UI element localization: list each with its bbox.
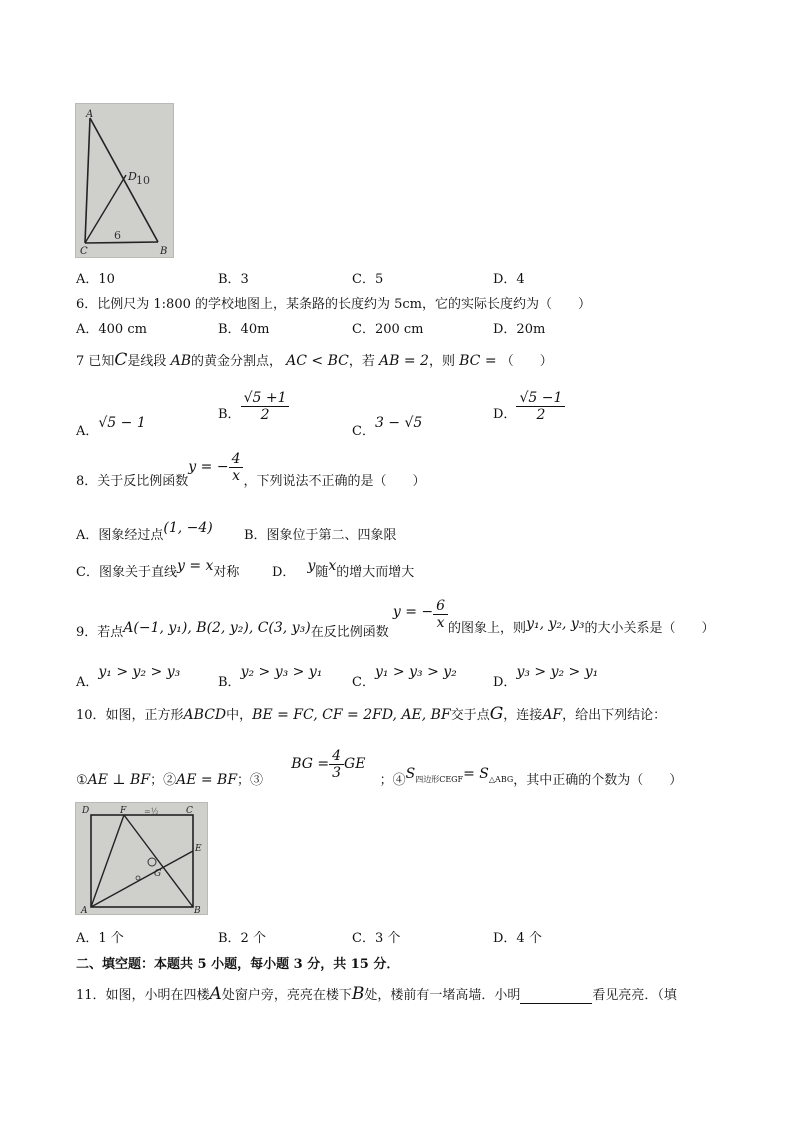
q7-option-c-value: 3 − √5 [374,415,423,431]
q9-option-b-label: B． [218,675,241,690]
label-C: C [80,246,88,257]
q10-c3-numerator: 4 [329,748,344,765]
q8-func-numerator: 4 [229,451,244,468]
q10-c4-sub1: 四边形CEGF [415,775,464,784]
q5-option-c: C．5 [352,272,384,287]
q10-c4-s: S [405,766,416,782]
q7-t1: 是线段 [127,354,167,369]
q8-option-d-post: 的增大而增大 [336,565,415,580]
q8-option-d-mid: 随 [315,565,329,580]
q8-func-denominator: x [232,468,240,484]
q9-post2: 的大小关系是（ ） [584,621,715,636]
q9-func-lhs: y = − [392,604,434,620]
triangle-figure-photo [75,103,174,258]
label-G: G [154,869,162,879]
q10-option-b: B．2 个 [218,931,266,946]
q7-bc-equals: BC = [459,353,497,369]
q7-t4: ，则 [428,354,455,369]
q11-stem [76,984,677,1004]
q7-t3: ，若 [348,354,375,369]
q8-option-c-line: y = x [176,558,214,574]
q10-c4-sub2: △ABG [488,775,514,784]
q6-option-a: A．400 cm [76,322,147,337]
q6-option-d: D．20m [493,322,546,337]
q8-stem-pre: 8．关于反比例函数 [76,474,189,489]
q10-stem [76,704,666,724]
q7-option-b-label: B． [218,407,241,422]
q8-option-c [76,555,240,580]
q10-option-a: A．1 个 [76,931,124,946]
q10-t4: ，给出下列结论： [562,708,667,723]
q8-option-d-label: D． [272,565,296,580]
q9-option-a [76,661,181,690]
q11-pre: 11．如图，小明在四楼 [76,988,210,1003]
q9-option-b [218,661,323,690]
q11-point-a: A [209,984,222,1004]
q10-c3-rhs: GE [344,756,366,772]
q11-answer-blank[interactable] [520,989,592,1004]
q9-mid: 在反比例函数 [310,625,389,640]
q10-sep2: ；③ [237,773,264,788]
q10-option-d: D．4 个 [493,931,542,946]
label-ten: 10 [136,174,150,187]
q7-ab-equals: AB = 2 [379,353,429,369]
q7-pre: 7 已知 [76,354,115,369]
q5-option-d: D．4 [493,272,525,287]
triangle-figure-drawing [76,104,173,257]
q9-pre: 9．若点 [76,625,124,640]
q8-func-lhs: y = − [188,459,229,475]
q9-option-c-label: C． [352,675,375,690]
q10-c4-eq: = S [463,766,489,782]
q9-option-d-value: y₃ > y₂ > y₁ [516,664,599,680]
q7-option-a-label: A． [76,424,99,439]
q8-stem [76,451,426,489]
q7-option-b [218,390,289,423]
label-F: F [120,806,127,816]
q8-option-d [272,555,415,580]
q7-option-d [493,390,565,423]
q7-option-c [352,412,423,439]
q9-func-denominator: x [436,615,445,631]
q8-option-c-pre: C．图象关于直线 [76,565,177,580]
square-figure-drawing [76,803,207,914]
label-B: B [160,246,168,257]
q9-option-a-label: A． [76,675,99,690]
q9-option-a-value: y₁ > y₂ > y₃ [98,664,181,680]
q10-conclusions [76,748,683,788]
q9-option-b-value: y₂ > y₃ > y₁ [240,664,323,680]
q8-option-d-y: y [307,558,316,574]
square-figure-photo [75,802,208,915]
q9-func-numerator: 6 [433,598,448,615]
label-E: E [195,844,202,854]
q8-stem-post: ，下列说法不正确的是（ ） [243,474,426,489]
q10-t2: 交于点 [450,708,490,723]
q9-option-d [493,661,599,690]
q8-option-a-text: A．图象经过点 [76,528,164,543]
q7-point-c: C [114,350,128,370]
section-2-title: 二、填空题：本题共 5 小题，每小题 3 分，共 15 分． [76,957,400,972]
label-six: 6 [114,229,121,242]
q7-option-c-label: C． [352,424,375,439]
q10-c3-denominator: 3 [332,765,342,781]
q7-option-a-value: √5 − 1 [98,415,146,431]
q7-paren: （ ） [500,354,553,369]
q9-option-d-label: D． [493,675,517,690]
q6-stem: 6．比例尺为 1:800 的学校地图上，某条路的长度约为 5cm，它的实际长度约为（ ） [76,297,592,312]
q8-option-a-point: (1, −4) [163,520,213,536]
label-D: D [128,170,137,183]
q10-sep3: ；④ [379,773,406,788]
q7-option-a [76,412,146,439]
q10-square: ABCD [183,707,227,723]
q11-t2: 处，楼前有一堵高墙．小明 [364,988,521,1003]
label-C: C [186,806,193,816]
q7-option-d-denominator: 2 [536,407,546,423]
q10-pre: 10．如图，正方形 [76,708,184,723]
label-B: B [194,906,201,914]
q5-option-b: B．3 [218,272,249,287]
q11-t1: 处窗户旁，亮亮在楼下 [221,988,352,1003]
q10-sep1: ；② [150,773,177,788]
label-note: =½ [144,807,159,816]
label-A: A [81,906,88,914]
q10-tail: ，其中正确的个数为（ ） [513,773,683,788]
label-A: A [86,109,94,120]
q10-point-g: G [489,704,504,724]
q8-option-c-post: 对称 [213,565,240,580]
q10-t1: 中， [226,708,253,723]
q10-c1: AE ⊥ BF [87,772,151,788]
q10-c3-lhs: BG = [291,756,330,772]
q10-option-c: C．3 个 [352,931,401,946]
q5-option-a: A．10 [76,272,115,287]
q9-option-c [352,661,457,690]
q7-option-d-label: D． [493,407,517,422]
q8-option-a [76,517,213,543]
q9-points: A(−1, y₁), B(2, y₂), C(3, y₃) [123,620,311,636]
q6-option-c: C．200 cm [352,322,424,337]
q6-option-b: B．40m [218,322,270,337]
q7-option-d-numerator: √5 −1 [516,390,565,407]
q11-point-b: B [351,984,365,1004]
q10-t3: ，连接 [503,708,543,723]
q9-stem [76,598,715,640]
q7-stem [76,350,553,370]
q7-option-b-denominator: 2 [260,407,270,423]
q7-condition: AC < BC [286,353,349,369]
q10-segment-af: AF [542,707,563,723]
q7-t2: 的黄金分割点， [190,354,282,369]
q9-option-c-value: y₁ > y₃ > y₂ [374,664,457,680]
q9-ys: y₁, y₂, y₃ [526,616,585,632]
q9-post1: 的图象上，则 [448,621,527,636]
q10-conditions: BE = FC, CF = 2FD, AE, BF [252,707,451,723]
q10-c1-mark: ① [76,773,88,788]
label-D: D [82,806,90,816]
q7-segment-ab: AB [170,353,191,369]
q8-option-d-x: x [328,558,337,574]
q10-c2: AE = BF [176,772,238,788]
q11-post: 看见亮亮．（填 [592,988,677,1003]
q7-option-b-numerator: √5 +1 [241,390,290,407]
q8-option-b: B．图象位于第二、四象限 [244,528,397,543]
